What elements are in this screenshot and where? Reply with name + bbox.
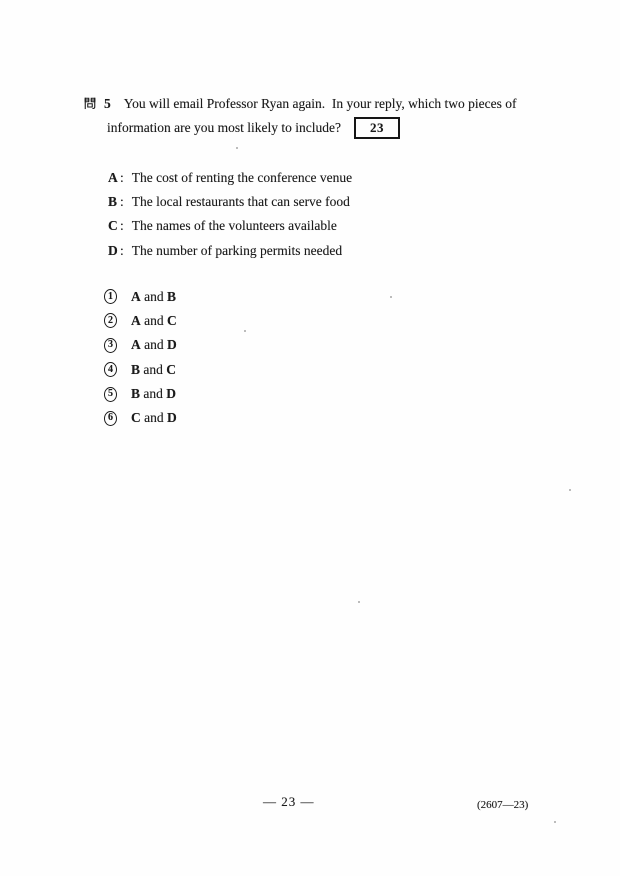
document-code: (2607—23): [477, 799, 529, 811]
choice-letter: B: [131, 386, 141, 402]
choice-letter: D: [166, 386, 177, 402]
question-heading: [83, 95, 517, 112]
choice-conjunction: and: [140, 288, 167, 304]
choice-option-5: [104, 387, 177, 402]
choice-option-3: [104, 338, 177, 353]
kanji-mon-question-marker-icon: [83, 96, 97, 110]
choice-list: [104, 289, 177, 435]
choice-option-2: [104, 313, 177, 328]
scan-speck: [554, 821, 556, 823]
question-text-line2: information are you most likely to include?: [107, 120, 341, 135]
circled-number-icon: 6: [104, 411, 117, 426]
choice-letter: A: [131, 337, 141, 353]
question-number: 5: [104, 96, 111, 111]
info-item-a: [108, 170, 352, 184]
choice-conjunction: and: [140, 410, 167, 426]
choice-letter: C: [166, 361, 177, 377]
scan-speck: [236, 147, 238, 149]
scan-speck: [244, 330, 246, 332]
scan-speck: [569, 489, 571, 491]
choice-letter: B: [167, 288, 177, 304]
info-item-label: D: [108, 242, 118, 258]
info-item-d: [108, 243, 352, 257]
scan-speck: [390, 296, 392, 298]
info-item-text: The number of parking permits needed: [131, 242, 343, 258]
choice-conjunction: and: [140, 386, 167, 402]
choice-option-6: [104, 411, 177, 426]
choice-conjunction: and: [140, 312, 167, 328]
question-line2: [107, 112, 400, 144]
choice-option-1: [104, 289, 177, 304]
circled-number-icon: 1: [104, 289, 117, 304]
page-number: — 23 —: [263, 794, 315, 809]
choice-letter: D: [167, 410, 177, 426]
choice-conjunction: and: [140, 361, 167, 377]
circled-number-icon: 4: [104, 362, 117, 377]
info-item-b: [108, 194, 352, 208]
choice-conjunction: and: [140, 337, 167, 353]
circled-number-icon: 3: [104, 338, 117, 353]
info-item-separator: :: [120, 242, 124, 258]
info-item-label: A: [108, 170, 118, 185]
info-item-text: The names of the volunteers available: [131, 218, 337, 234]
circled-number-icon: 5: [104, 387, 117, 402]
answer-number-box: [354, 117, 400, 139]
info-item-c: [108, 218, 352, 232]
choice-letter: B: [131, 361, 141, 377]
choice-letter: C: [167, 312, 177, 328]
info-item-separator: :: [120, 170, 124, 185]
scan-speck: [358, 601, 360, 603]
answer-box-number: 23: [369, 120, 384, 135]
info-item-label: C: [108, 218, 118, 234]
circled-number-icon: 2: [104, 313, 117, 328]
info-item-separator: :: [120, 218, 124, 234]
choice-letter: A: [131, 312, 141, 328]
info-item-list: [108, 170, 352, 267]
choice-letter: C: [131, 410, 141, 426]
choice-letter: D: [167, 337, 177, 353]
choice-option-4: [104, 362, 177, 377]
choice-letter: A: [131, 288, 141, 304]
info-item-text: The cost of renting the conference venue: [131, 170, 353, 185]
question-text-line1: You will email Professor Ryan again. In your reply, which two pieces of: [123, 96, 517, 111]
info-item-label: B: [108, 194, 118, 210]
info-item-separator: :: [120, 194, 124, 210]
info-item-text: The local restaurants that can serve food: [131, 194, 350, 210]
